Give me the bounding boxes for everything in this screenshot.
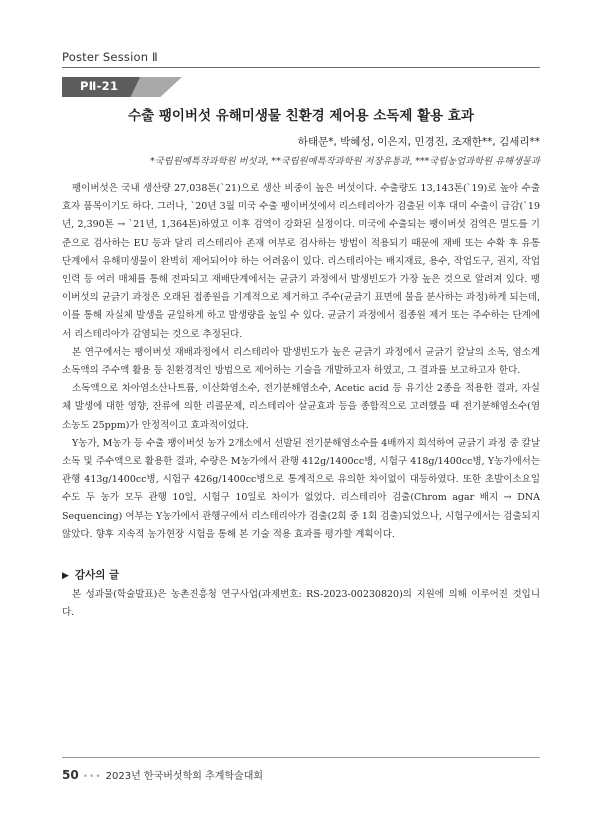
header-divider bbox=[62, 67, 540, 68]
acknowledgement-heading bbox=[62, 567, 119, 582]
conference-name: 2023년 한국버섯학회 추계학술대회 bbox=[105, 771, 264, 782]
affiliations: *국립원예특작과학원 버섯과, **국립원예특작과학원 저장유통과, ***국립농업과학원 유해생물과 bbox=[150, 156, 540, 167]
page-footer bbox=[62, 764, 263, 783]
footer-separator: ••• bbox=[82, 772, 102, 782]
page-number: 50 bbox=[62, 768, 79, 782]
abstract-paragraph: 팽이버섯은 국내 생산량 27,038톤(`21)으로 생산 비중이 높은 버섯이다. 수출량도 13,143톤(`19)로 높아 수출 효자 품목이기도 하다. 그러나, `20년 3월 미국 수출 팽이버섯에서 리스테리아가 검출된 이후 대미 수출이 급감(`19년, 2,390톤 → `21년, 1,364톤)하였고 이후 검역이 강화된 실정이다. 미국에 수출되는 팽이버섯 검역은 멸도를 기준으로 검사하는 EU 등과 달리 리스테리아 존재 여부로 검사하는 방법이 적용되기 때문에 재배 또는 수확 후 유통 단계에서 유해미생물이 완벽히 제어되어야 하는 어려움이 있다. 리스테리아는 배지재료, 용수, 작업도구, 권지, 작업인력 등 여러 매체를 통해 전파되고 재배단계에서는 균긁기 과정에서 발생빈도가 가장 높은 것으로 알려져 있다. 팽이버섯의 균긁기 과정은 오래된 접종원을 기계적으로 제거하고 주수(균긁기 표면에 물을 분사하는 과정)하게 되는데, 이를 통해 자실체 발생을 균일하게 하고 발생량을 높일 수 있다. 균긁기 과정에서 접종원 제거 또는 주수하는 단계에서 리스테리아가 감염되는 것으로 추정된다. bbox=[62, 183, 540, 340]
footer-divider bbox=[62, 757, 540, 758]
abstract-paragraph: 소독액으로 차아염소산나트륨, 이산화염소수, 전기분해염소수, Acetic acid 등 유기산 2종을 적용한 결과, 자실체 발생에 대한 영향, 잔류에 의한 리콜문제, 리스테리아 살균효과 등을 종합적으로 고려했을 때 전기분해염소수(염소농도 25ppm)가 안정적이고 효과적이었다. bbox=[62, 383, 540, 431]
session-header: Poster Session Ⅱ bbox=[62, 50, 158, 64]
triangle-bullet-icon: ▶ bbox=[62, 571, 69, 581]
abstract-paragraph: 본 연구에서는 팽이버섯 재배과정에서 리스테리아 발생빈도가 높은 균긁기 과정에서 균긁기 칼날의 소독, 염소계 소독액의 주수액 활용 등 친환경적인 방법으로 제어하는 기술을 개발하고자 하였고, 그 결과를 보고하고자 한다. bbox=[62, 346, 540, 377]
poster-title: 수출 팽이버섯 유해미생물 친환경 제어용 소독제 활용 효과 bbox=[128, 108, 474, 124]
acknowledgement-text: 본 성과물(학술발표)은 농촌진흥청 연구사업(과제번호: RS-2023-00230820)의 지원에 의해 이루어진 것입니다. bbox=[62, 589, 540, 619]
poster-code: PⅡ-21 bbox=[80, 79, 119, 93]
poster-code-badge bbox=[62, 77, 182, 97]
acknowledgement-heading-label: 감사의 글 bbox=[74, 569, 120, 581]
abstract-body bbox=[62, 180, 540, 544]
acknowledgement-body bbox=[62, 586, 540, 622]
authors: 하태문*, 박혜성, 이은지, 민경진, 조재한**, 김세리** bbox=[297, 136, 540, 148]
abstract-paragraph: Y농가, M농가 등 수출 팽이버섯 농가 2개소에서 선발된 전기분해염소수를 4배까지 희석하여 균긁기 과정 중 칼날 소독 및 주수액으로 활용한 결과, 수량은 M농가에서 관행 412g/1400cc병, 시험구 418g/1400cc병, Y농가에서는 관행 413g/1400cc병, 시험구 426g/1400cc병으로 통계적으로 유의한 차이없이 대등하였다. 또한 초발이소요일수도 두 농가 모두 관행 10일, 시험구 10일로 차이가 없었다. 리스테리아 검출(Chrom agar 배지 → DNA Sequencing) 여부는 Y농가에서 관행구에서 리스테리아가 검출(2회 중 1회 검출)되었으나, 시험구에서는 검출되지 않았다. 향후 지속적 농가현장 시험을 통해 본 기술 적용 효과를 평가할 계획이다. bbox=[62, 437, 540, 540]
